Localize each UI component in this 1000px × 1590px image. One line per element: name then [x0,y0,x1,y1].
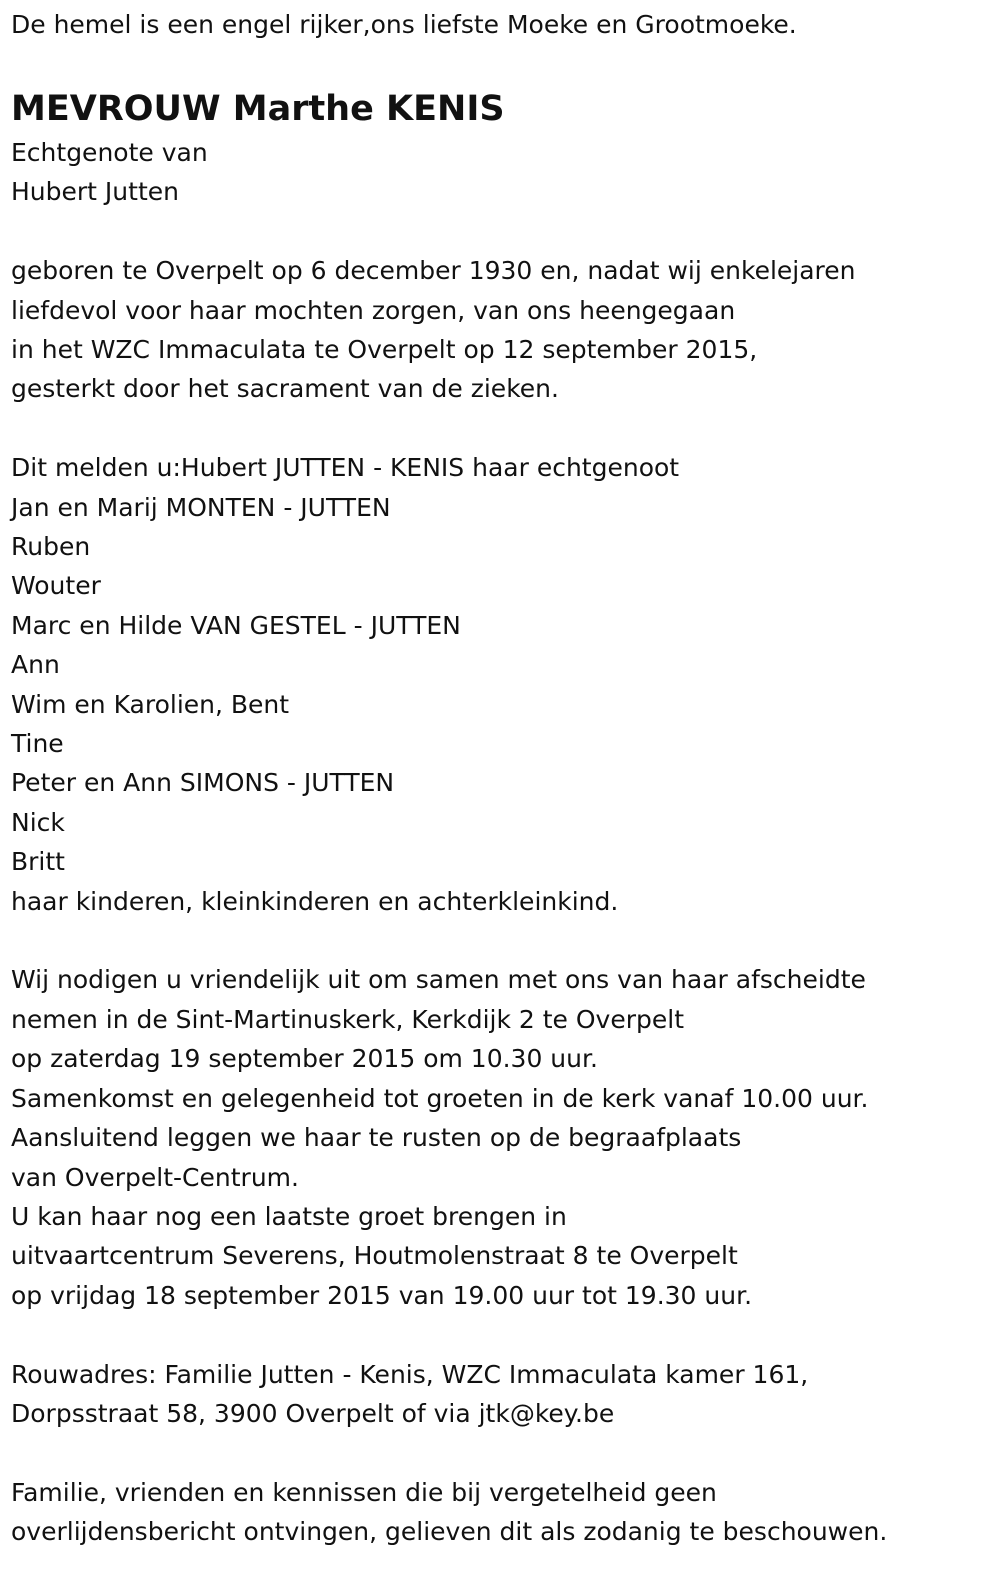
deceased-name: MEVROUW Marthe KENIS [11,89,505,129]
mourning-address-line: Dorpsstraat 58, 3900 Overpelt of via jtk@key.be [11,1398,615,1428]
ceremony-line: op vrijdag 18 september 2015 van 19.00 uur tot 19.30 uur. [11,1280,753,1310]
family-line: Dit melden u:Hubert JUTTEN - KENIS haar echtgenoot [11,453,680,483]
family-line: Wouter [11,571,101,601]
family-line: Ann [11,650,60,680]
spacer [11,1315,1000,1354]
family-line: Britt [11,847,65,877]
family-line: Wim en Karolien, Bent [11,689,290,719]
spouse-block [11,133,1000,212]
closing-line: overlijdensbericht ontvingen, gelieven dit als zodanig te beschouwen. [11,1517,888,1547]
closing-block [11,1473,1000,1552]
spacer [11,212,1000,251]
spouse-line: Echtgenote van [11,138,208,167]
family-line: Nick [11,807,65,837]
birth-death-line: liefdevol voor haar mochten zorgen, van ons heengegaan [11,295,736,325]
closing-line: Familie, vrienden en kennissen die bij vergetelheid geen [11,1477,717,1507]
family-line: Tine [11,729,64,759]
birth-death-line: in het WZC Immaculata te Overpelt op 12 september 2015, [11,335,758,365]
family-line: Jan en Marij MONTEN - JUTTEN [11,492,391,522]
spacer [11,921,1000,960]
ceremony-line: Wij nodigen u vriendelijk uit om samen met ons van haar afscheidte [11,965,866,995]
family-line: Ruben [11,532,91,562]
ceremony-line: van Overpelt-Centrum. [11,1162,299,1192]
birth-death-line: geboren te Overpelt op 6 december 1930 en, nadat wij enkelejaren [11,256,856,286]
ceremony-line: U kan haar nog een laatste groet brengen in [11,1201,567,1231]
ceremony-line: nemen in de Sint-Martinuskerk, Kerkdijk 2 te Overpelt [11,1004,684,1034]
mourning-address-block [11,1355,1000,1434]
ceremony-line: uitvaartcentrum Severens, Houtmolenstraat 8 te Overpelt [11,1241,738,1271]
spacer [11,409,1000,448]
family-line: Peter en Ann SIMONS - JUTTEN [11,768,395,798]
family-line: haar kinderen, kleinkinderen en achterkleinkind. [11,886,619,916]
ceremony-line: op zaterdag 19 september 2015 om 10.30 uur. [11,1044,598,1074]
spacer [11,1433,1000,1472]
ceremony-line: Aansluitend leggen we haar te rusten op de begraafplaats [11,1123,742,1153]
ceremony-block [11,960,1000,1315]
mourning-address-line: Rouwadres: Familie Jutten - Kenis, WZC Immaculata kamer 161, [11,1359,809,1389]
ceremony-line: Samenkomst en gelegenheid tot groeten in de kerk vanaf 10.00 uur. [11,1083,869,1113]
family-block [11,448,1000,921]
intro-text: De hemel is een engel rijker,ons liefste Moeke en Grootmoeke. [11,10,797,39]
spouse-line: Hubert Jutten [11,177,179,207]
family-line: Marc en Hilde VAN GESTEL - JUTTEN [11,610,461,640]
birth-death-block [11,251,1000,409]
birth-death-line: gesterkt door het sacrament van de zieken. [11,374,559,404]
